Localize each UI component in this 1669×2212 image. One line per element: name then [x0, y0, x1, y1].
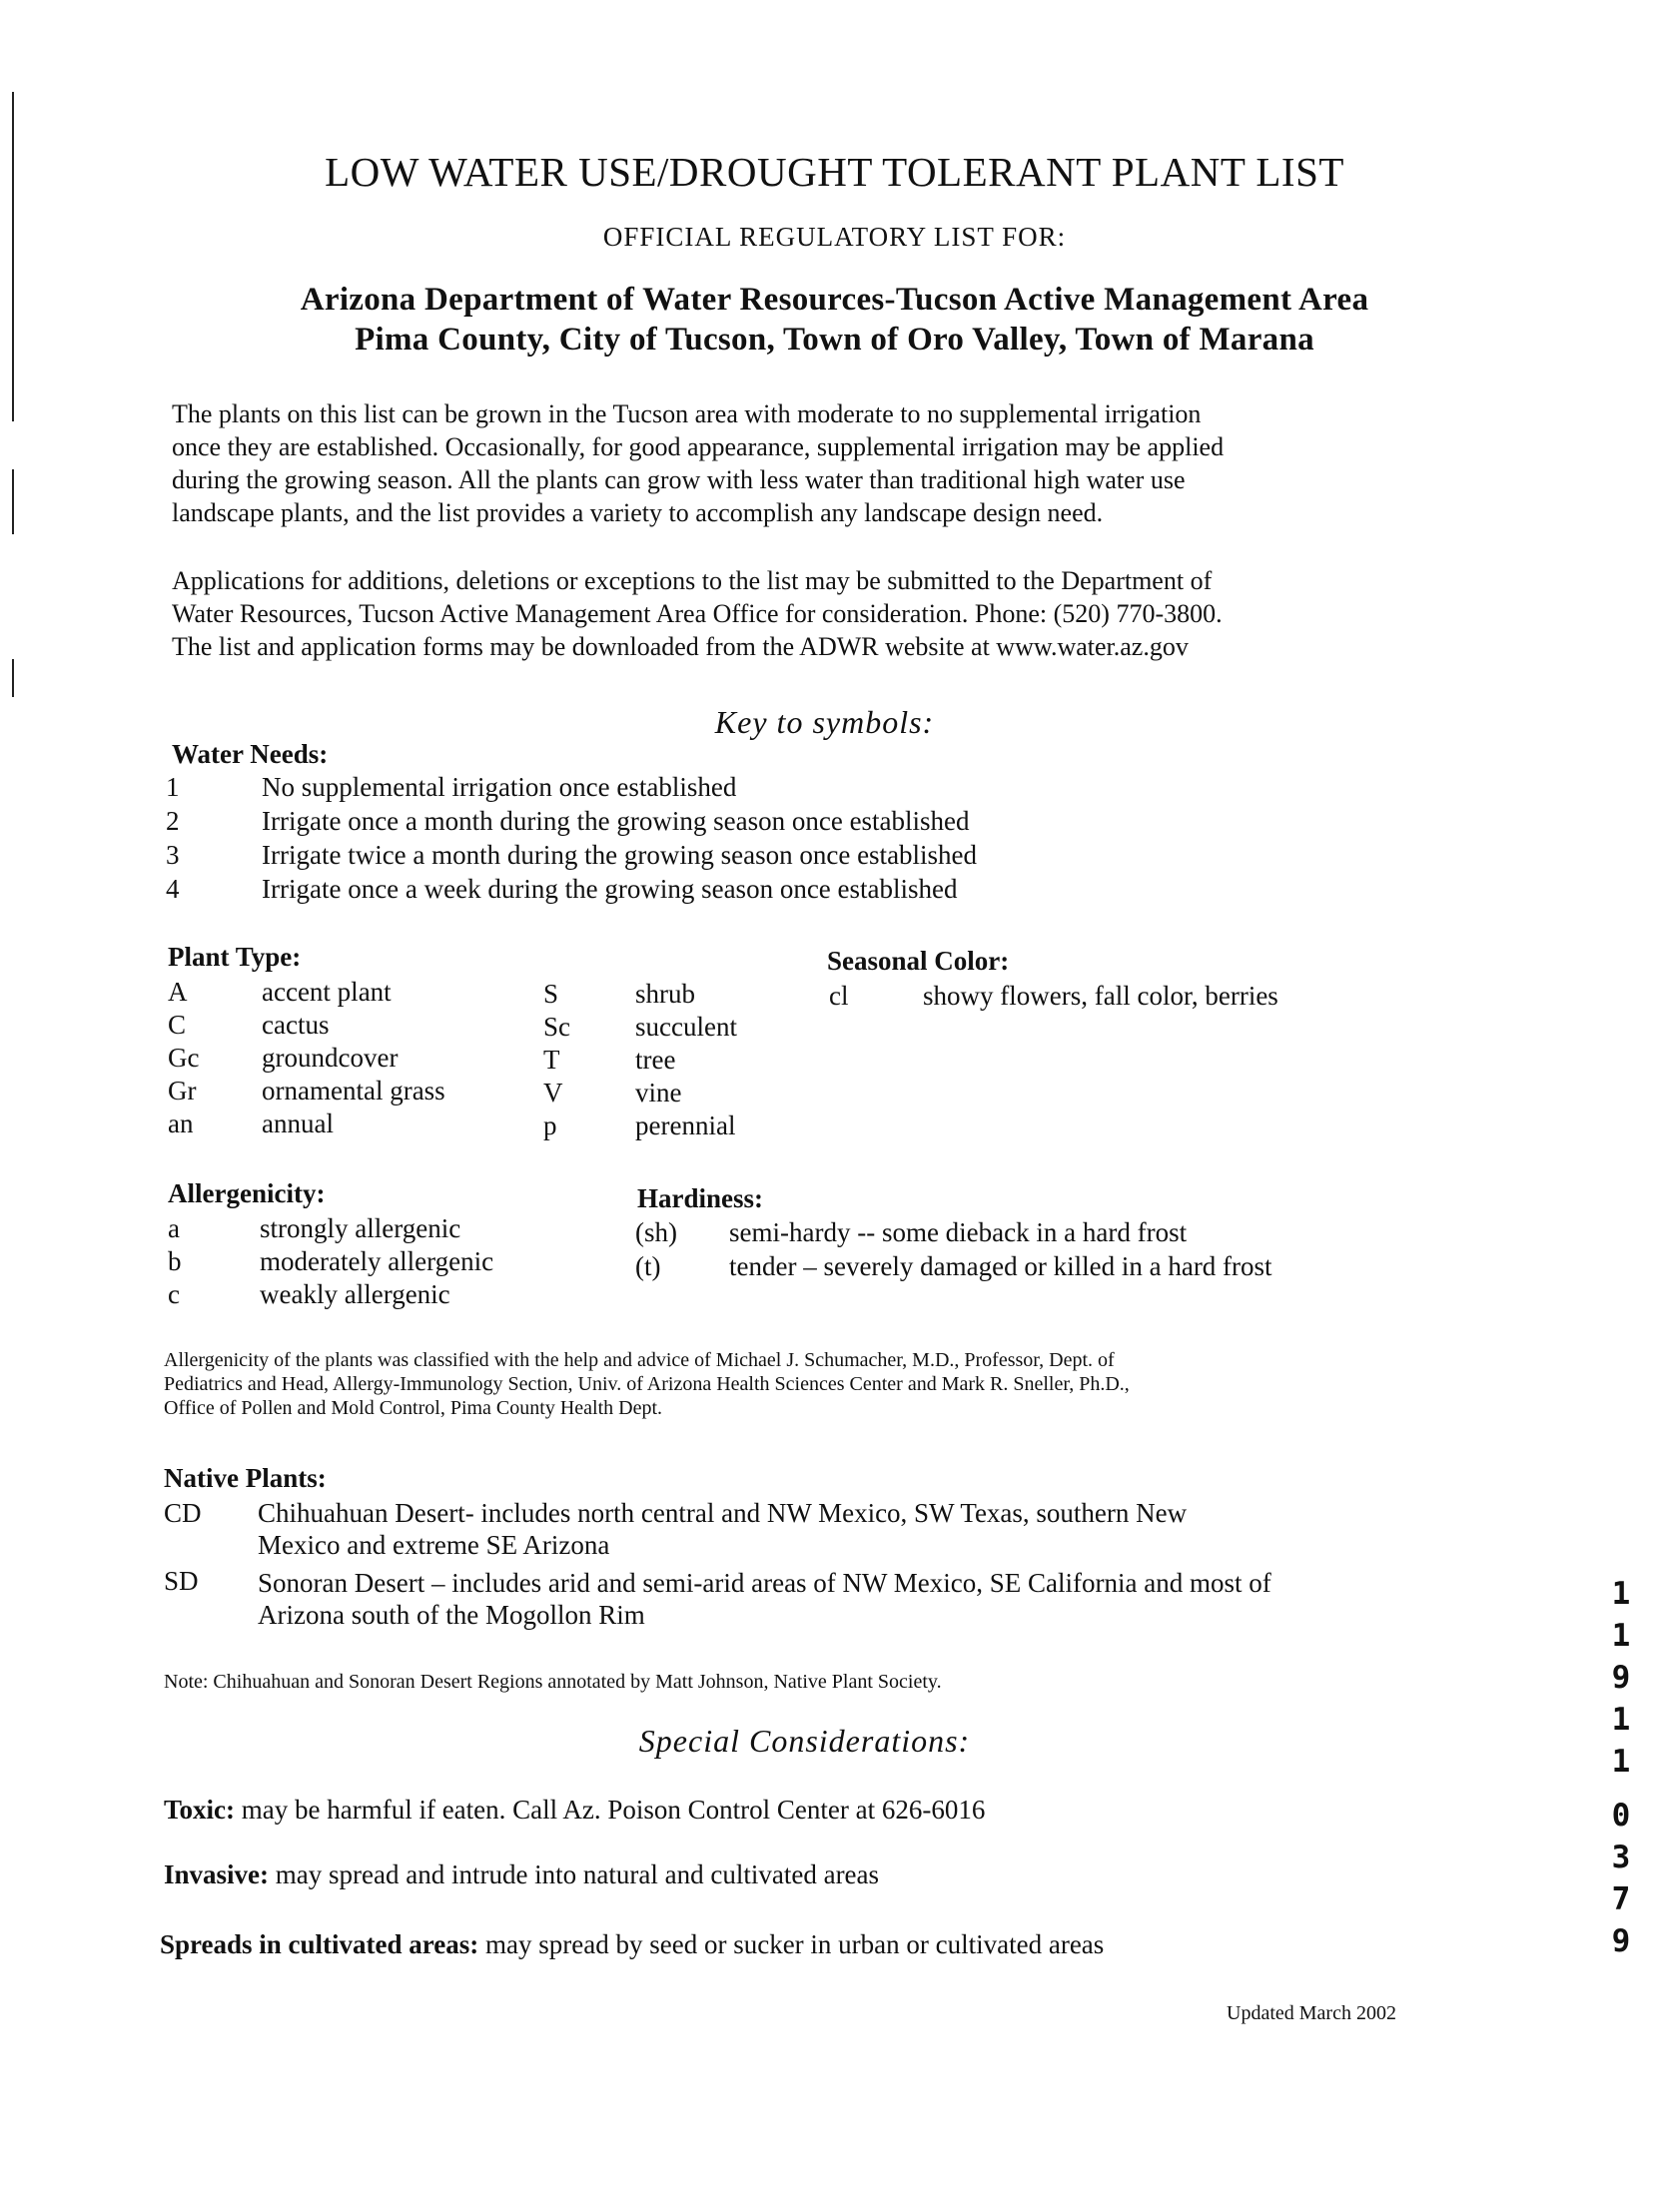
hardiness-text: semi-hardy -- some dieback in a hard frost	[729, 1217, 1188, 1247]
hardiness-heading: Hardiness:	[637, 1183, 764, 1213]
text-line: The plants on this list can be grown in the Tucson area with moderate to no supplemental irrigation	[172, 399, 1202, 428]
invasive-label: Invasive:	[164, 1859, 270, 1889]
special-considerations-heading: Special Considerations:	[638, 1723, 971, 1759]
plant-code: V	[543, 1078, 563, 1107]
allergen-note	[164, 1348, 1130, 1420]
native-plants-heading: Native Plants:	[164, 1463, 327, 1493]
invasive-line	[164, 1859, 879, 1890]
stamp-digit: 1	[1611, 1618, 1631, 1654]
text-line: landscape plants, and the list provides a variety to accomplish any landscape design need.	[172, 498, 1104, 527]
stamp-digit: 9	[1611, 1660, 1631, 1696]
note-line: Allergenicity of the plants was classified with the help and advice of Michael J. Schumacher, M.D., Professor, Dept. of	[164, 1349, 1115, 1371]
plant-text: perennial	[635, 1110, 736, 1140]
scan-mark	[12, 469, 14, 534]
stamp-digit: 3	[1611, 1840, 1631, 1875]
stamp-digit: 1	[1611, 1744, 1631, 1780]
native-note: Note: Chihuahuan and Sonoran Desert Regions annotated by Matt Johnson, Native Plant Society.	[164, 1671, 942, 1693]
stamp-digit: 1	[1611, 1576, 1631, 1612]
text-line: during the growing season. All the plants can grow with less water than traditional high water use	[172, 465, 1186, 494]
water-code: 3	[166, 840, 180, 870]
water-text: Irrigate once a week during the growing season once established	[262, 874, 958, 904]
stamp-digit: 0	[1611, 1798, 1631, 1834]
plant-code: A	[168, 977, 188, 1007]
agency-line-2: Pima County, City of Tucson, Town of Oro Valley, Town of Marana	[355, 322, 1314, 358]
hardiness-code: (sh)	[635, 1217, 677, 1247]
intro-paragraph	[172, 397, 1470, 529]
scan-mark	[12, 659, 14, 697]
plant-text: shrub	[635, 979, 695, 1009]
note-line: Office of Pollen and Mold Control, Pima County Health Dept.	[164, 1397, 663, 1419]
allergen-code: a	[168, 1213, 180, 1243]
plant-text: annual	[262, 1108, 334, 1138]
plant-code: Sc	[543, 1012, 570, 1042]
note-line: Pediatrics and Head, Allergy-Immunology Section, Univ. of Arizona Health Sciences Center and Mark R. Sneller, Ph.D.,	[164, 1373, 1130, 1395]
text-line: Applications for additions, deletions or exceptions to the list may be submitted to the Department of	[172, 566, 1213, 595]
plant-text: vine	[635, 1078, 682, 1107]
allergenicity-heading: Allergenicity:	[168, 1178, 326, 1208]
plant-code: T	[543, 1045, 560, 1075]
page-title: LOW WATER USE/DROUGHT TOLERANT PLANT LIST	[325, 149, 1344, 195]
seasonal-color-heading: Seasonal Color:	[827, 946, 1010, 976]
spreads-line	[160, 1929, 1104, 1960]
allergen-text: moderately allergenic	[260, 1246, 494, 1276]
water-code: 4	[166, 874, 180, 904]
toxic-line	[164, 1795, 985, 1826]
native-text: Sonoran Desert – includes arid and semi-arid areas of NW Mexico, SE California and most of	[258, 1568, 1271, 1598]
plant-text: cactus	[262, 1010, 330, 1040]
plant-code: Gr	[168, 1076, 197, 1106]
invasive-text: may spread and intrude into natural and cultivated areas	[275, 1859, 880, 1889]
stamp-digit: 7	[1611, 1881, 1631, 1917]
stamp-digit: 9	[1611, 1923, 1631, 1959]
spreads-label: Spreads in cultivated areas:	[160, 1929, 479, 1959]
key-heading: Key to symbols:	[714, 704, 935, 740]
plant-text: succulent	[635, 1012, 737, 1042]
scan-mark	[12, 92, 14, 421]
allergen-code: c	[168, 1279, 180, 1309]
page-subtitle: OFFICIAL REGULATORY LIST FOR:	[602, 222, 1067, 252]
plant-code: Gc	[168, 1043, 200, 1073]
text-line: Water Resources, Tucson Active Management Area Office for consideration. Phone: (520) 770-3800.	[172, 599, 1223, 628]
agency-line-1: Arizona Department of Water Resources-Tucson Active Management Area	[300, 282, 1369, 318]
toxic-text: may be harmful if eaten. Call Az. Poison Control Center at 626-6016	[241, 1795, 986, 1825]
plant-code: C	[168, 1010, 187, 1040]
document-number-stamp	[1603, 1573, 1639, 1962]
plant-text: accent plant	[262, 977, 392, 1007]
allergen-text: strongly allergenic	[260, 1213, 461, 1243]
updated-date: Updated March 2002	[1227, 2002, 1396, 2024]
spreads-text: may spread by seed or sucker in urban or cultivated areas	[485, 1929, 1105, 1959]
native-text: Mexico and extreme SE Arizona	[258, 1530, 610, 1560]
seasonal-text: showy flowers, fall color, berries	[923, 981, 1278, 1011]
water-text: Irrigate twice a month during the growing season once established	[262, 840, 978, 870]
seasonal-code: cl	[829, 981, 849, 1011]
plant-text: tree	[635, 1045, 676, 1075]
stamp-digit: 1	[1611, 1702, 1631, 1738]
allergen-code: b	[168, 1246, 182, 1276]
hardiness-text: tender – severely damaged or killed in a hard frost	[729, 1251, 1272, 1281]
plant-code: p	[543, 1110, 557, 1140]
toxic-label: Toxic:	[164, 1795, 236, 1825]
native-text: Chihuahuan Desert- includes north central and NW Mexico, SW Texas, southern New	[258, 1498, 1188, 1528]
water-code: 1	[166, 772, 180, 802]
water-code: 2	[166, 806, 180, 836]
text-line: once they are established. Occasionally, for good appearance, supplemental irrigation may be applied	[172, 432, 1225, 461]
plant-code: S	[543, 979, 559, 1009]
plant-text: ornamental grass	[262, 1076, 445, 1106]
water-text: No supplemental irrigation once established	[262, 772, 737, 802]
native-text: Arizona south of the Mogollon Rim	[258, 1600, 645, 1630]
water-needs-heading: Water Needs:	[172, 739, 329, 769]
plant-text: groundcover	[262, 1043, 399, 1073]
water-text: Irrigate once a month during the growing season once established	[262, 806, 970, 836]
hardiness-code: (t)	[635, 1251, 661, 1281]
allergen-text: weakly allergenic	[260, 1279, 450, 1309]
native-code-cd: CD	[164, 1498, 202, 1528]
native-code-sd: SD	[164, 1566, 199, 1596]
text-line: The list and application forms may be downloaded from the ADWR website at www.water.az.gov	[172, 632, 1189, 661]
plant-code: an	[168, 1108, 194, 1138]
plant-type-heading: Plant Type:	[168, 942, 302, 972]
application-paragraph	[172, 564, 1470, 663]
